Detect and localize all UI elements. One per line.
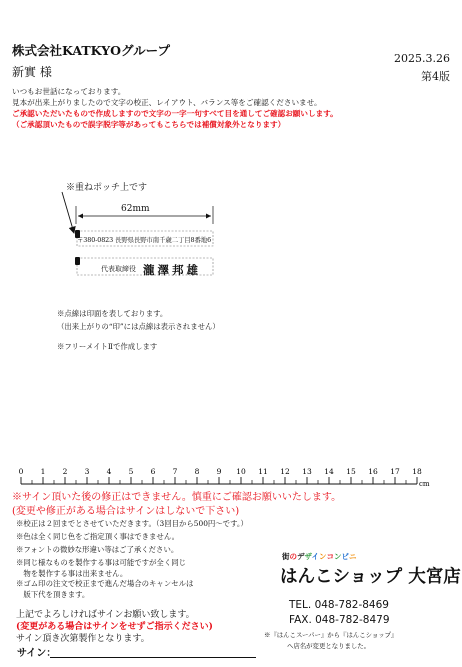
ruler-unit-label: cm <box>419 480 430 488</box>
cm-ruler <box>10 466 430 488</box>
intro-disclaimer: （ご承認頂いたもので誤字脱字等があってもこちらでは補償対象外となります） <box>12 120 286 129</box>
ruler-tick-label: 16 <box>368 467 378 476</box>
ruler-tick-label: 8 <box>194 467 200 476</box>
dimension-arrow-left <box>78 214 83 219</box>
company-name: 株式会社KATKYOグループ <box>12 43 171 58</box>
shop-tagline: 街のデザインコンビニ <box>282 552 357 561</box>
ruler-tick-label: 4 <box>106 467 112 476</box>
proof-version: 第4版 <box>421 70 450 83</box>
product-note: ※フリーメイトⅡで作成します <box>57 342 158 351</box>
shop-rename-note-cont: へ店名が変更となりました。 <box>287 642 371 650</box>
ruler-tick-label: 2 <box>62 467 68 476</box>
pointer-arrow <box>62 192 74 233</box>
signature-line[interactable] <box>50 657 256 658</box>
ruler-tick-label: 1 <box>40 467 46 476</box>
ruler-tick-label: 14 <box>324 467 334 476</box>
condition-cancel-cont: 版下代を頂きます。 <box>16 590 90 599</box>
condition-proof-limit: ※校正は２回までとさせていただきます。（3回目から500円〜です。） <box>16 519 248 528</box>
shop-tel: TEL. 048-782-8469 <box>289 599 389 611</box>
shop-name: はんこショップ 大宮店 <box>280 567 461 587</box>
condition-duplicate-cont: 物を製作する事は出来ません。 <box>16 569 128 578</box>
ruler-tick-label: 13 <box>302 467 312 476</box>
production-note: サイン頂き次第製作となります。 <box>16 634 150 644</box>
ruler-tick-label: 18 <box>412 467 422 476</box>
sign-instruction: (変更がある場合はサインをせずご指示ください) <box>16 622 213 632</box>
condition-cancel: ※ゴム印の注文で校正まで進んだ場合のキャンセルは <box>16 579 194 588</box>
signature-label: サイン： <box>17 648 57 659</box>
stamp-alignment-dot <box>75 257 80 265</box>
ruler-tick-label: 17 <box>390 467 400 476</box>
proof-date: 2025.3.26 <box>394 52 450 65</box>
ruler-tick-label: 11 <box>258 467 268 476</box>
shop-fax: FAX. 048-782-8479 <box>289 614 390 626</box>
stamp-position-note: ※重ねポッチ上です <box>66 183 148 193</box>
intro-instruction: 見本が出来上がりましたので文字の校正、レイアウト、バランス等をご確認くださいませ。 <box>12 98 322 107</box>
intro-warning: ご承認いただいたもので作成しますので文字の一字一句すべて目を通してご確認お願いします。 <box>12 109 338 118</box>
client-name: 新實 様 <box>12 65 52 79</box>
stamp-width-label: 62mm <box>121 204 150 214</box>
shop-logo <box>280 551 461 599</box>
ruler-tick-label: 10 <box>236 467 246 476</box>
condition-font: ※フォントの微妙な形違い等はご了承ください。 <box>16 545 179 554</box>
ruler-tick-label: 0 <box>18 467 24 476</box>
dotted-line-subnote: （出来上がりの“印”には点線は表示されません） <box>57 322 220 331</box>
shop-rename-note: ※『はんこスーパー』から『はんこショップ』 <box>264 631 398 639</box>
ruler-tick-label: 9 <box>216 467 222 476</box>
sign-request: 上記でよろしければサインお願い致します。 <box>16 610 195 620</box>
ruler-tick-label: 12 <box>280 467 290 476</box>
ruler-tick-label: 6 <box>150 467 156 476</box>
stamp-title-text: 代表取締役 <box>101 265 136 273</box>
ruler-tick-label: 15 <box>346 467 356 476</box>
condition-color: ※色は全く同じ色をご指定頂く事はできません。 <box>16 532 180 541</box>
dimension-arrow-right <box>206 214 211 219</box>
no-sign-instruction: (変更や修正がある場合はサインはしないで下さい) <box>12 506 240 517</box>
ruler-tick-label: 5 <box>128 467 134 476</box>
stamp-name-text: 瀧澤邦雄 <box>143 263 201 277</box>
ruler-tick-label: 3 <box>84 467 90 476</box>
condition-duplicate: ※同じ様なものを製作する事は可能ですが全く同じ <box>16 558 186 567</box>
stamp-address-text: 〒380-0823 長野県長野市南千歳二丁目8番地6 <box>77 236 212 244</box>
no-changes-warning: ※サイン頂いた後の修正はできません。慎重にご確認お願いいたします。 <box>12 492 342 503</box>
intro-greeting: いつもお世話になっております。 <box>12 87 126 96</box>
dotted-line-note: ※点線は印面を表しております。 <box>57 309 168 318</box>
ruler-tick-label: 7 <box>172 467 178 476</box>
